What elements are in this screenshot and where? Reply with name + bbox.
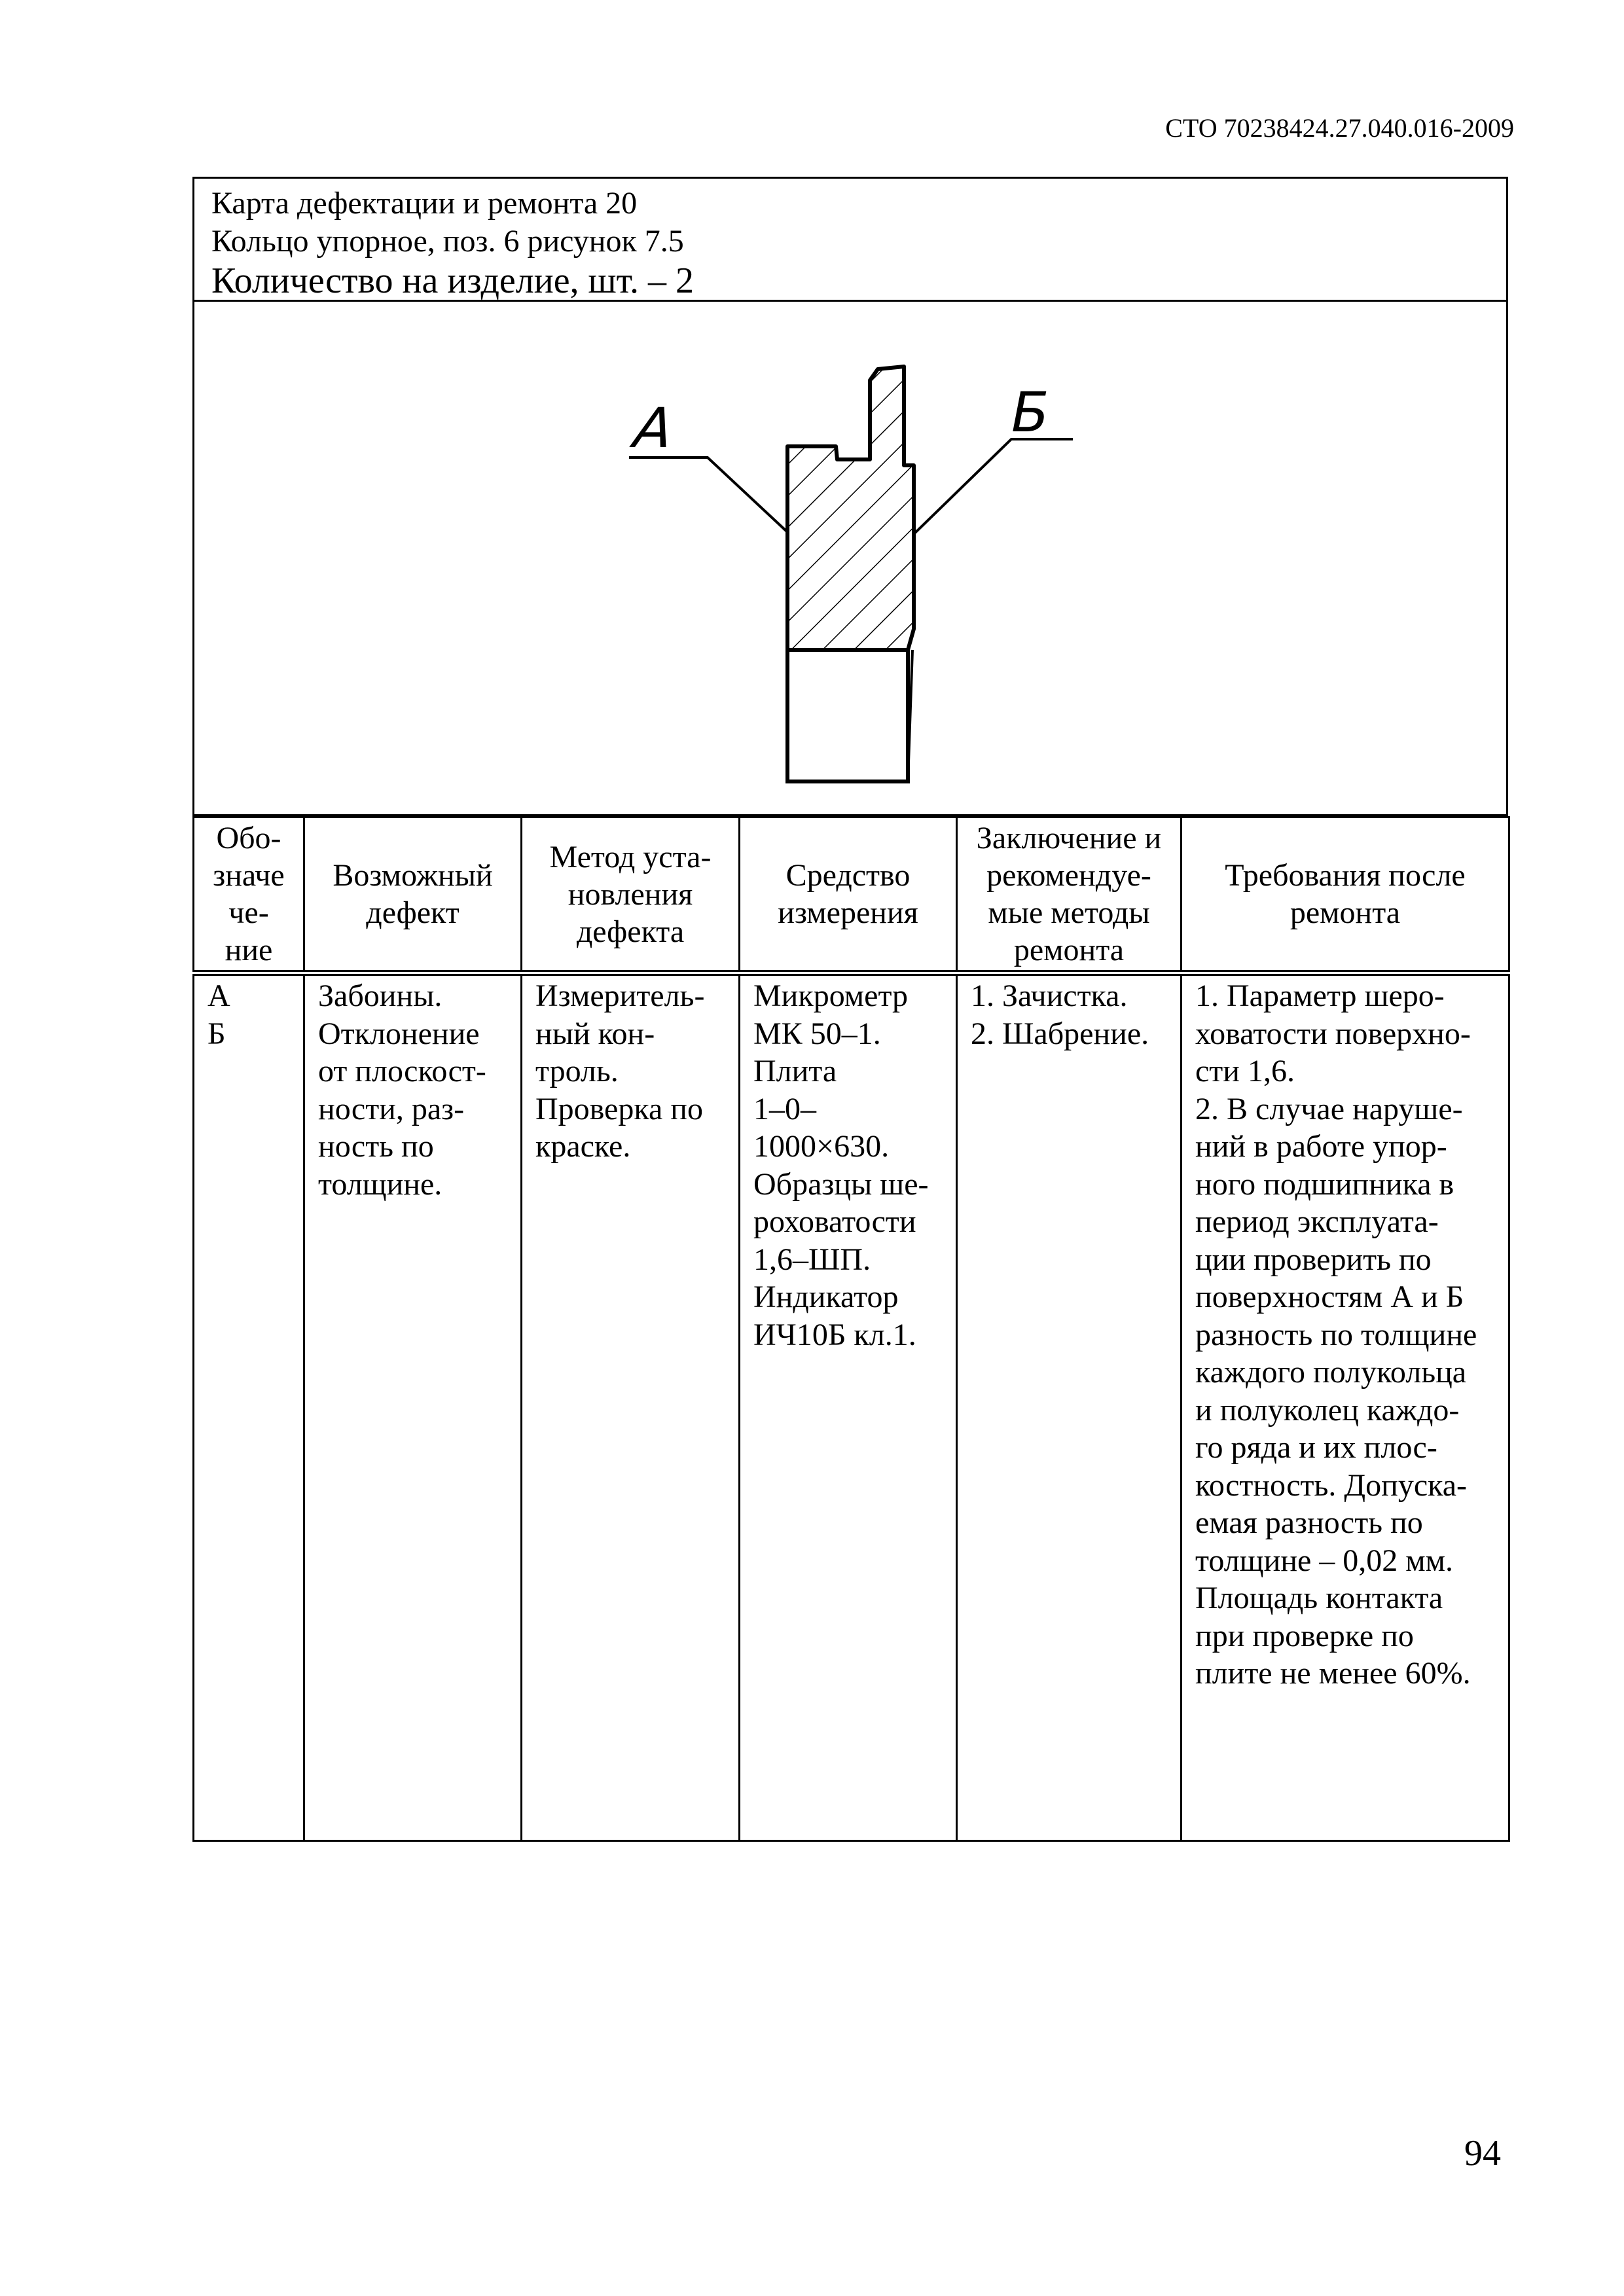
cell-line: 1. Зачистка. (971, 978, 1128, 1013)
cell-defect (304, 973, 522, 1841)
table-header-row (194, 817, 1509, 973)
repair-card-header (192, 177, 1508, 816)
cell-line: Площадь контакта (1195, 1581, 1443, 1615)
page-number: 94 (1464, 2133, 1501, 2174)
cell-line: толщине – 0,02 мм. (1195, 1543, 1454, 1578)
cell-line: МК 50–1. (753, 1016, 881, 1051)
card-title: Карта дефектации и ремонта 20 (211, 186, 638, 221)
cell-line: емая разность по (1195, 1505, 1423, 1540)
cell-line: ИЧ10Б кл.1. (753, 1317, 916, 1352)
section-hatched (787, 367, 914, 650)
cell-line: 1,6–ШП. (753, 1242, 871, 1277)
cell-line: 1. Параметр шеро- (1195, 978, 1445, 1013)
cell-line: костность. Допуска- (1195, 1467, 1468, 1503)
cell-line: 2. Шабрение. (971, 1016, 1149, 1051)
cell-line: Микрометр (753, 978, 909, 1013)
document-code: СТО 70238424.27.040.016-2009 (1165, 113, 1514, 143)
cell-line: от плоскост- (318, 1054, 486, 1088)
cell-line: Проверка по (535, 1091, 703, 1126)
col-defect-header: Возможный дефект (304, 817, 522, 973)
defect-table (192, 816, 1510, 1842)
cell-requirements (1182, 973, 1509, 1841)
cell-line: при проверке по (1195, 1618, 1414, 1653)
cell-method (522, 973, 740, 1841)
cell-line: толщине. (318, 1166, 442, 1202)
cell-line: поверхностям А и Б (1195, 1280, 1464, 1314)
cell-line: ный кон- (535, 1016, 655, 1051)
leader-b (914, 439, 1073, 534)
cell-line: Плита (753, 1054, 837, 1088)
cell-measurement (740, 973, 957, 1841)
cell-line: краске. (535, 1129, 631, 1164)
cell-line: разность по толщине (1195, 1317, 1477, 1352)
cell-line: А (208, 978, 230, 1013)
cell-line: Образцы ше- (753, 1166, 929, 1202)
col-repair-header: Заключение и рекомендуе- мые методы ремонта (957, 817, 1182, 973)
cell-line: Индикатор (753, 1280, 899, 1314)
cell-line: и полуколец каждо- (1195, 1392, 1460, 1427)
cell-line: го ряда и их плос- (1195, 1430, 1437, 1465)
cell-line: сти 1,6. (1195, 1054, 1295, 1088)
cell-line: Измеритель- (535, 978, 705, 1013)
cell-line: каждого полукольца (1195, 1355, 1467, 1390)
cell-line: 2. В случае наруше- (1195, 1091, 1463, 1126)
cell-line: Отклонение (318, 1016, 480, 1051)
cell-line: ции проверить по (1195, 1242, 1432, 1277)
cell-line: ность по (318, 1129, 434, 1164)
cell-line: Забоины. (318, 978, 442, 1013)
cell-line: ний в работе упор- (1195, 1129, 1447, 1164)
cell-line: Б (208, 1016, 226, 1051)
cell-line: 1–0– (753, 1091, 816, 1126)
table-row (194, 973, 1509, 1841)
label-a: А (630, 396, 677, 460)
quantity-line: Количество на изделие, шт. – 2 (211, 260, 694, 301)
cell-line: период эксплуата- (1195, 1204, 1439, 1239)
col-designation-header: Обо- значе че- ние (194, 817, 304, 973)
cell-line: 1000×630. (753, 1129, 890, 1164)
col-requirements-header: Требования после ремонта (1182, 817, 1509, 973)
cell-line: ховатости поверхно- (1195, 1016, 1471, 1051)
cell-designation (194, 973, 304, 1841)
ring-section-drawing (194, 302, 1506, 814)
cell-line: ного подшипника в (1195, 1166, 1454, 1202)
col-method-header: Метод уста- новления дефекта (522, 817, 740, 973)
col-measurement-header: Средство измерения (740, 817, 957, 973)
cell-line: ности, раз- (318, 1091, 465, 1126)
label-b: Б (1011, 380, 1049, 444)
cell-line: троль. (535, 1054, 619, 1088)
cell-line: роховатости (753, 1204, 916, 1239)
section-lower (787, 650, 908, 781)
leader-a (629, 457, 787, 532)
part-name: Кольцо упорное, поз. 6 рисунок 7.5 (211, 224, 684, 259)
cell-repair (957, 973, 1182, 1841)
cell-line: плите не менее 60%. (1195, 1656, 1471, 1691)
